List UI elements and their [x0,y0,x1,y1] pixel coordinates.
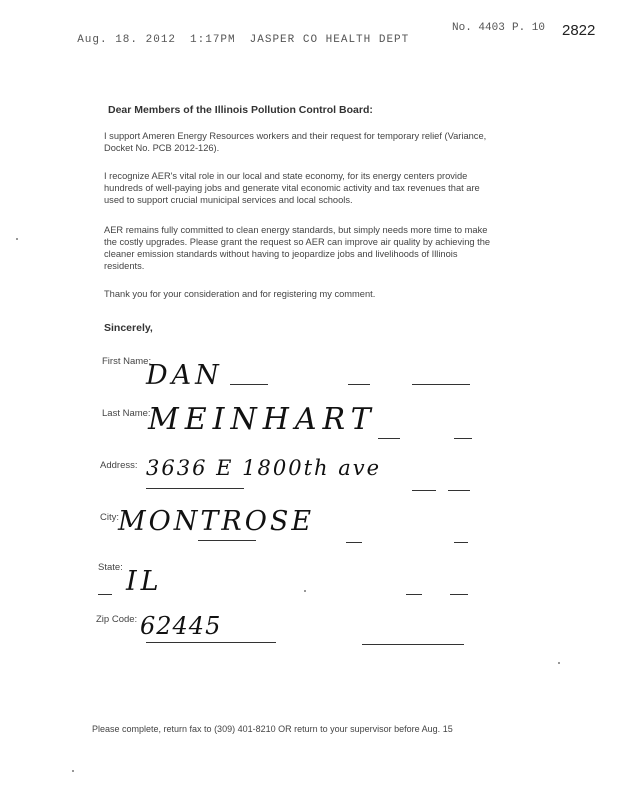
form-line [448,490,470,491]
form-line [450,594,468,595]
form-line [230,384,268,385]
city-value: MONTROSE [118,506,315,537]
stamp-number: 2822 [562,22,596,39]
last-name-label: Last Name: [102,408,151,419]
salutation: Dear Members of the Illinois Pollution Control Board: [108,104,373,116]
paragraph-support: I support Ameren Energy Resources workers and their request for temporary relief (Variance, Docket No. PCB 2012-126). [104,131,487,153]
fax-date: Aug. 18. 2012 [77,34,177,46]
paragraph-economy: I recognize AER's vital role in our local and state economy, for its energy centers provide hundreds of well-paying jobs and generate vital economic activity and tax revenues that are used to support crucial municipal services and local schools. [104,171,480,205]
scan-speck [558,662,560,664]
form-line [198,540,256,541]
last-name-value: MEINHART [148,402,377,437]
form-line [362,644,464,645]
paragraph-thanks: Thank you for your consideration and for registering my comment. [104,289,376,299]
zip-value: 62445 [140,612,222,640]
form-line [348,384,370,385]
form-line [412,490,436,491]
form-line [346,542,362,543]
closing: Sincerely, [104,322,153,334]
city-label: City: [100,512,119,523]
zip-label: Zip Code: [96,614,138,625]
form-line [454,438,472,439]
scan-speck [72,770,74,772]
fax-header [62,22,423,46]
scan-speck [16,238,18,240]
fax-page: P. 10 [512,22,546,34]
fax-sender: JASPER CO HEALTH DEPT [249,34,410,46]
first-name-value: DAN [146,360,223,391]
form-line [412,384,470,385]
state-value: IL [126,566,163,597]
fax-time: 1:17PM [190,34,236,46]
first-name-label: First Name: [102,356,152,367]
paragraph-standards: AER remains fully committed to clean energy standards, but simply needs more time to make the costly upgrades. Please grant the request so AER can improve air quality by achieving the cleaner emission standards without having to jeopardize jobs and livelihoods of Illinois residents. [104,225,491,271]
fax-number: No. 4403 [452,22,505,34]
address-label: Address: [100,460,138,471]
form-line [146,488,244,489]
form-line [98,594,112,595]
form-line [454,542,468,543]
footer-instructions: Please complete, return fax to (309) 401-8210 OR return to your supervisor before Aug. 15 [92,724,453,734]
form-line [406,594,422,595]
state-label: State: [98,562,123,573]
form-line [378,438,400,439]
scan-speck [304,590,306,592]
address-value: 3636 E 1800th ave [146,456,382,480]
form-line [146,642,276,643]
